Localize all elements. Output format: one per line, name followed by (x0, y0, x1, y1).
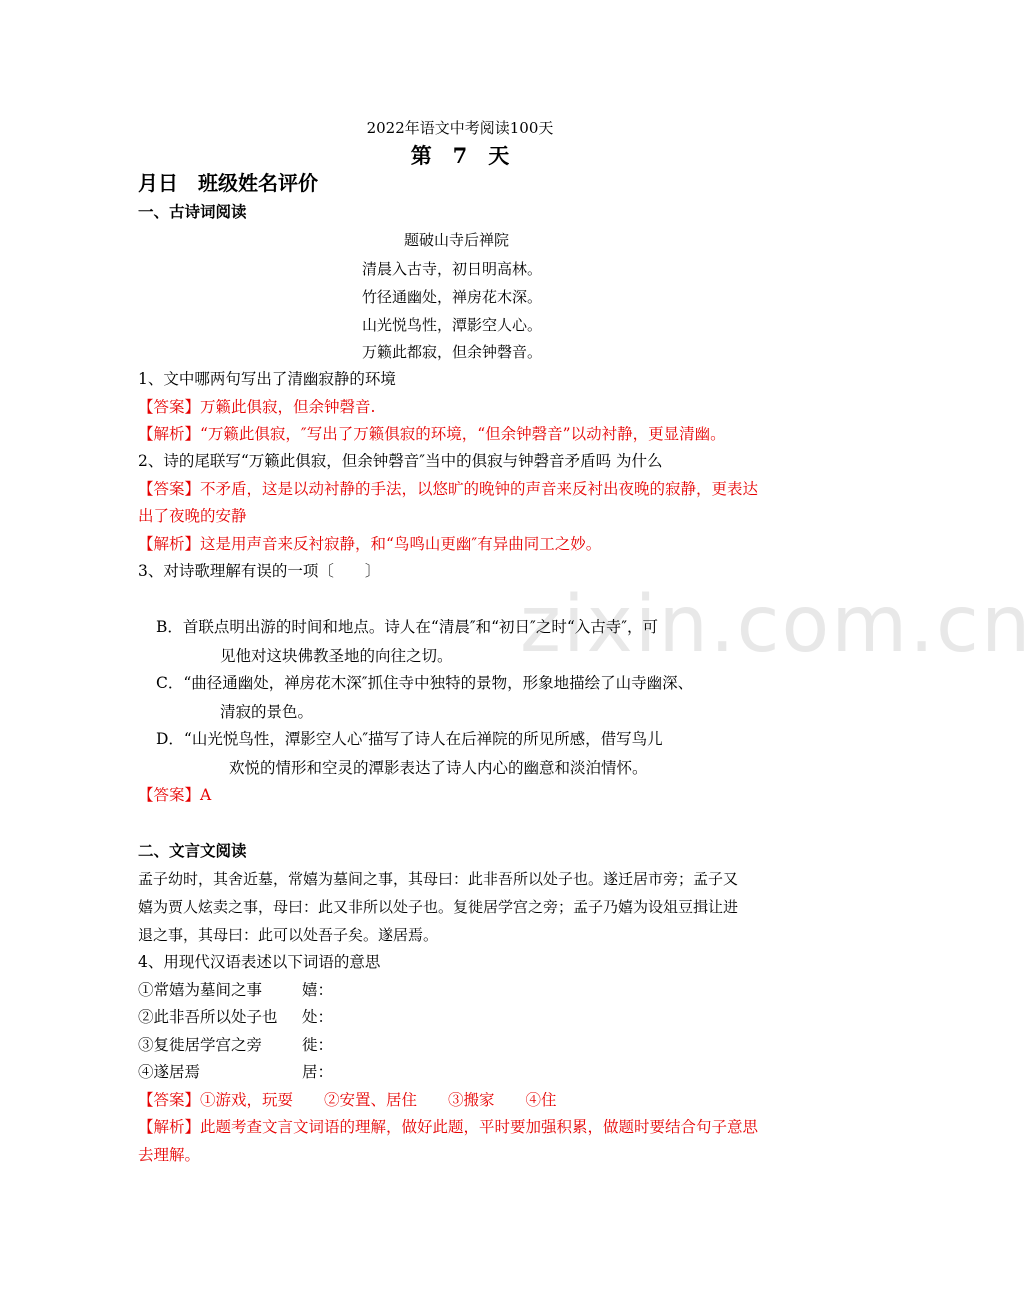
answer-2: 【答案】不矛盾，这是以动衬静的手法，以悠旷的晚钟的声音来反衬出夜晚的寂静，更表达 (138, 480, 759, 498)
vocab-word: 处： (302, 1008, 334, 1026)
option-b: B．首联点明出游的时间和地点。诗人在“清晨″和“初日″之时“入古寺″，可 (156, 618, 659, 636)
question-3: 3、对诗歌理解有误的一项〔 〕 (138, 562, 381, 580)
day-heading: 第 7 天 (410, 143, 510, 168)
vocab-word: 嬉： (302, 981, 334, 999)
section-heading-classical: 二、文言文阅读 (138, 841, 247, 860)
vocab-phrase: ①常嬉为墓间之事 (138, 981, 263, 999)
answer-2-continued: 出了夜晚的安静 (138, 507, 247, 525)
answer-3: 【答案】A (138, 786, 212, 804)
option-c-continued: 清寂的景色。 (220, 703, 314, 721)
document-title: 2022年语文中考阅读100天 (366, 119, 554, 137)
explanation-4-continued: 去理解。 (138, 1146, 201, 1164)
vocab-phrase: ②此非吾所以处子也 (138, 1008, 278, 1026)
option-c: C．“曲径通幽处，禅房花木深″抓住寺中独特的景物，形象地描绘了山寺幽深、 (156, 674, 694, 692)
answer-4: 【答案】①游戏，玩耍 ②安置、居住 ③搬家 ④住 (138, 1091, 557, 1109)
vocab-phrase: ③复徙居学宫之旁 (138, 1036, 263, 1054)
poem-line: 竹径通幽处，禅房花木深。 (362, 288, 543, 306)
passage-line: 孟子幼时，其舍近墓，常嬉为墓间之事，其母曰：此非吾所以处子也。遂迁居市旁；孟子又 (138, 870, 739, 888)
poem-line: 万籁此都寂，但余钟磬音。 (362, 343, 543, 361)
student-info-line: 月日 班级姓名评价 (138, 171, 318, 195)
question-1: 1、文中哪两句写出了清幽寂静的环境 (138, 370, 396, 388)
explanation-1: 【解析】“万籁此俱寂，″写出了万籁俱寂的环境，“但余钟磬音”以动衬静，更显清幽。 (138, 425, 726, 443)
explanation-4: 【解析】此题考查文言文词语的理解，做好此题，平时要加强积累，做题时要结合句子意思 (138, 1118, 759, 1136)
option-d-continued: 欢悦的情形和空灵的潭影表达了诗人内心的幽意和淡泊情怀。 (229, 759, 648, 777)
poem-line: 清晨入古寺，初日明高林。 (362, 260, 543, 278)
vocab-word: 徙： (302, 1036, 334, 1054)
option-d: D．“山光悦鸟性，潭影空人心″描写了诗人在后禅院的所见所感，借写鸟儿 (156, 730, 663, 748)
question-4: 4、用现代汉语表述以下词语的意思 (138, 953, 381, 971)
watermark: zixin.com.cn (520, 580, 1032, 670)
section-heading-poetry: 一、古诗词阅读 (138, 202, 247, 221)
answer-1: 【答案】万籁此俱寂，但余钟磬音. (138, 398, 376, 416)
vocab-phrase: ④遂居焉 (138, 1063, 201, 1081)
poem-title: 题破山寺后禅院 (404, 231, 510, 249)
option-b-continued: 见他对这块佛教圣地的向往之切。 (220, 647, 453, 665)
passage-line: 嬉为贾人炫卖之事，母曰：此又非所以处子也。复徙居学宫之旁；孟子乃嬉为设俎豆揖让进 (138, 898, 739, 916)
poem-line: 山光悦鸟性，潭影空人心。 (362, 316, 543, 334)
question-2: 2、诗的尾联写“万籁此俱寂，但余钟磬音″当中的俱寂与钟磬音矛盾吗 为什么 (138, 452, 663, 470)
explanation-2: 【解析】这是用声音来反衬寂静，和“鸟鸣山更幽″有异曲同工之妙。 (138, 535, 602, 553)
vocab-word: 居： (302, 1063, 334, 1081)
passage-line: 退之事，其母曰：此可以处吾子矣。遂居焉。 (138, 926, 439, 944)
